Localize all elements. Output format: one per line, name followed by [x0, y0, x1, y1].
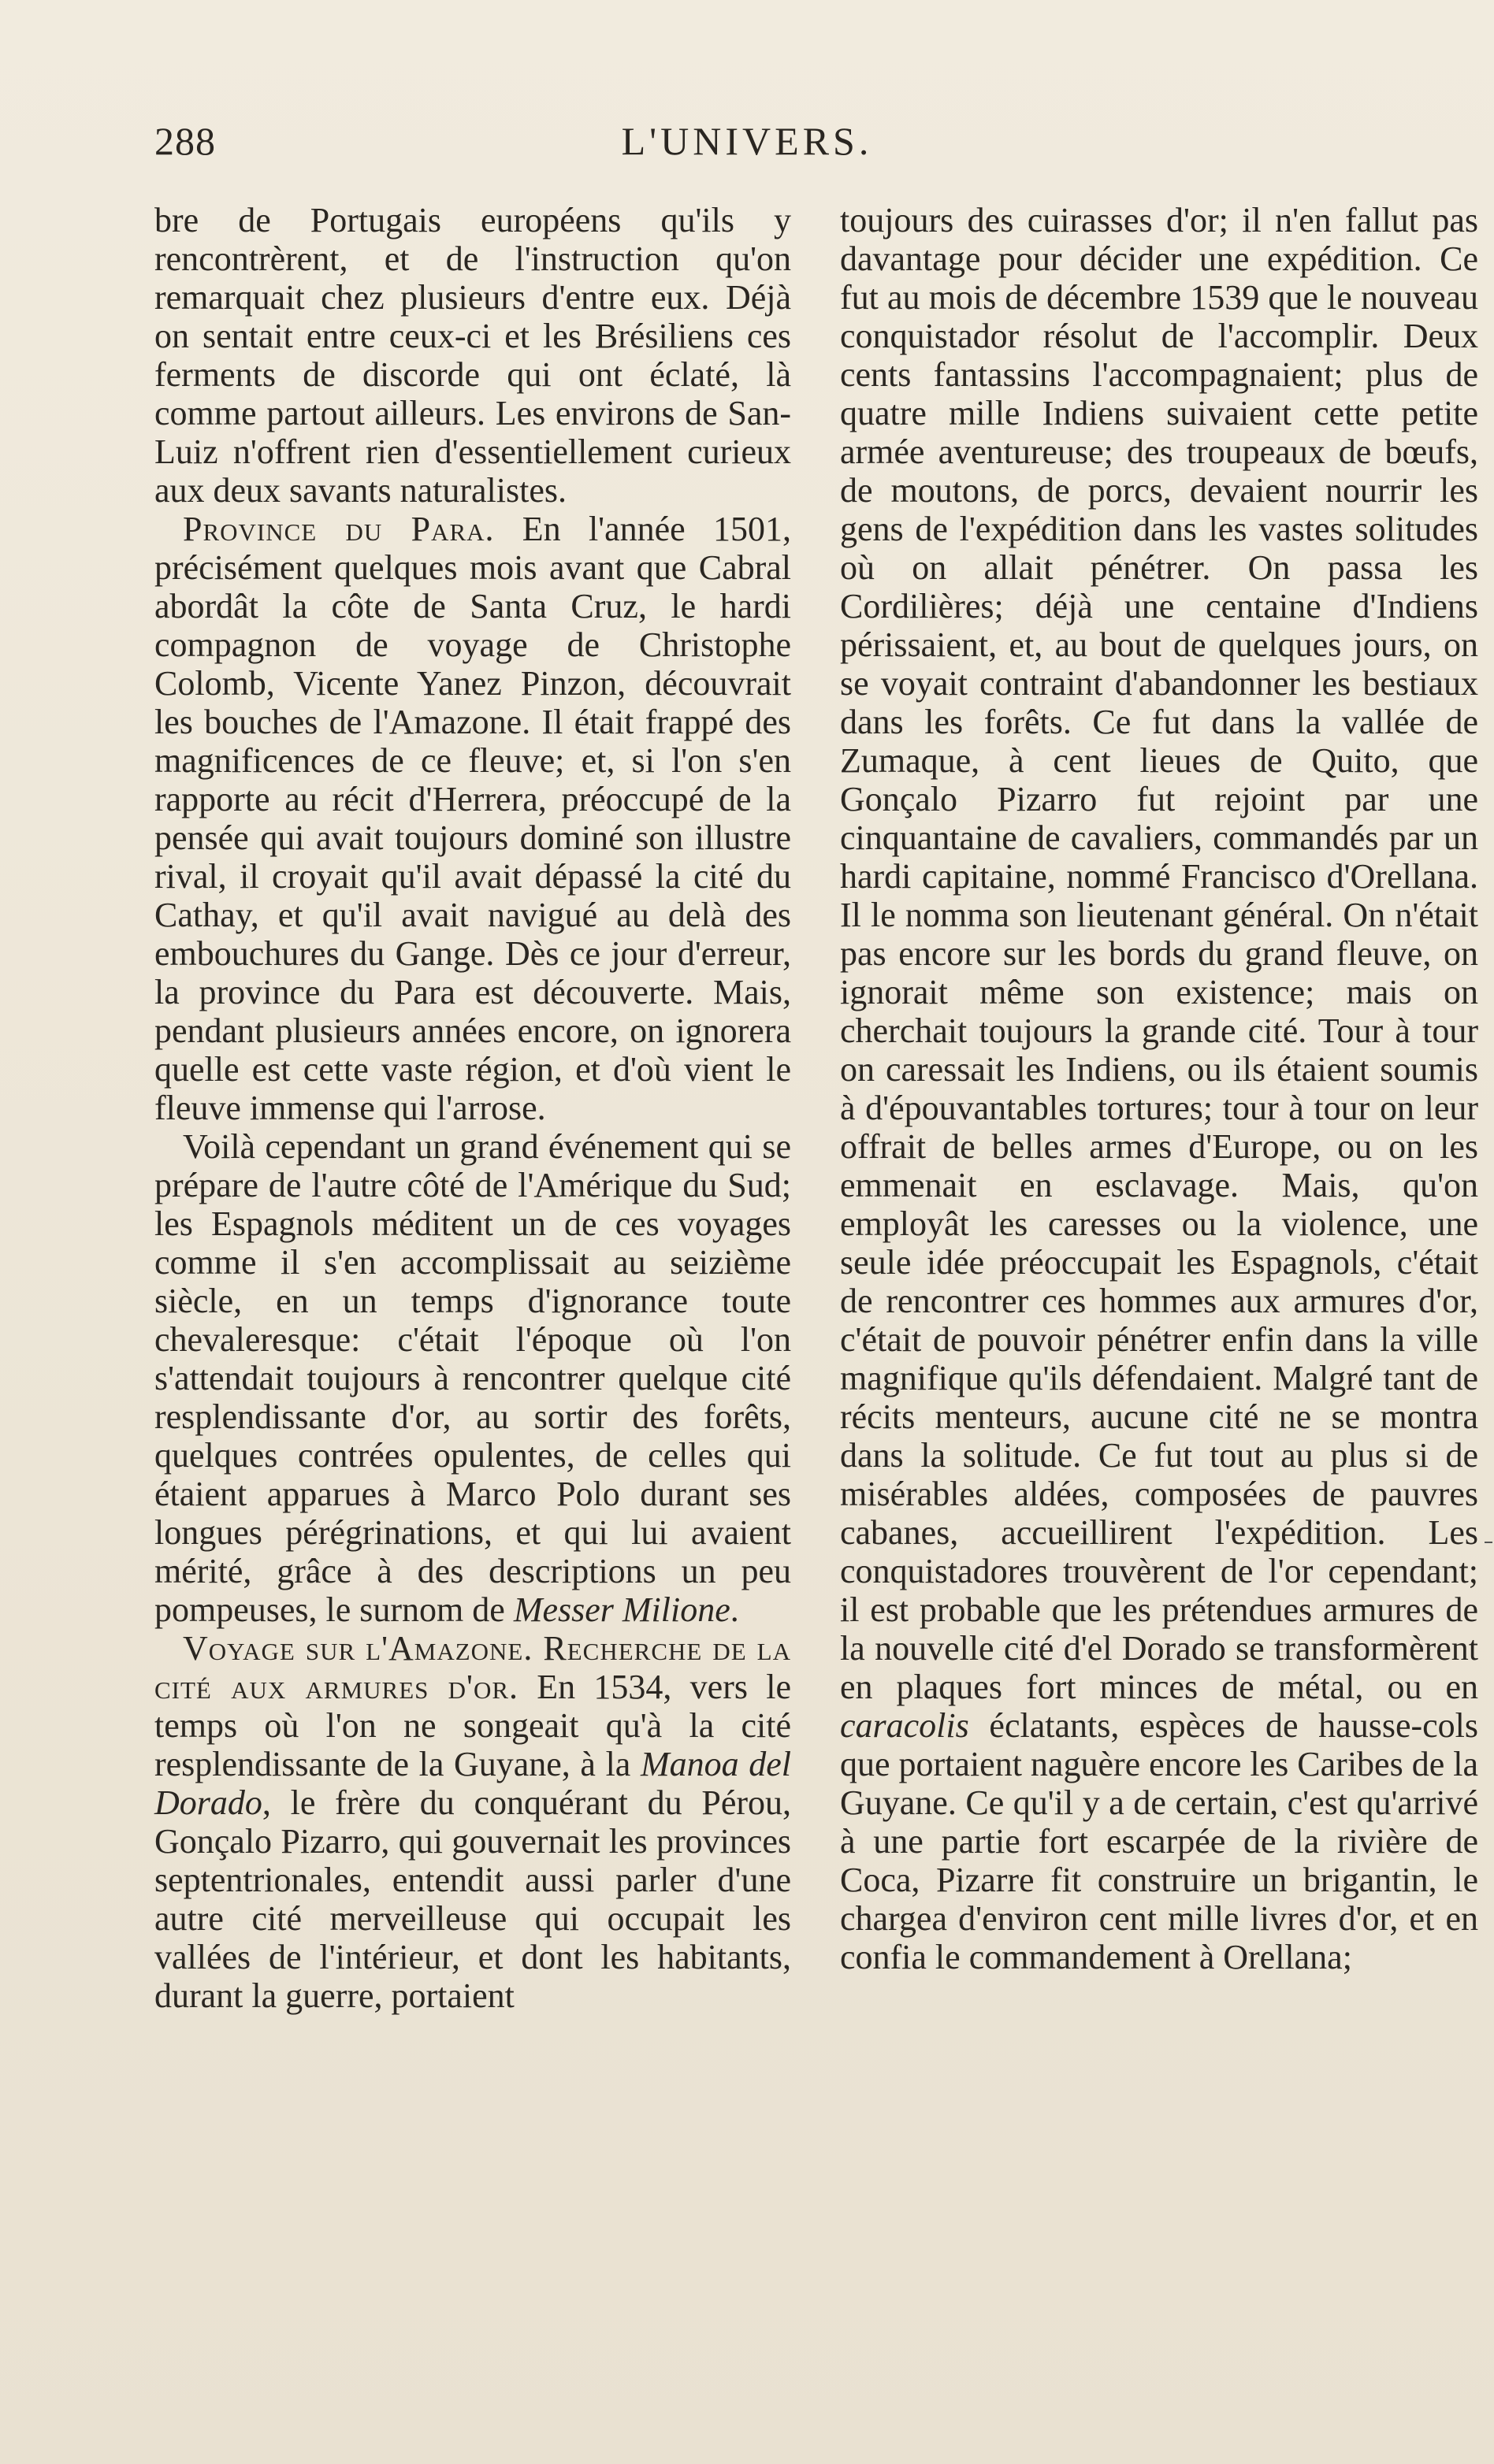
paragraph	[154, 1127, 791, 1629]
paragraph	[840, 201, 1478, 1976]
paragraph-text: En 1534, vers le temps où l'on ne songeait qu'à la cité resplendissante de la Guyane, à la	[154, 1668, 792, 1783]
paragraph-text: En l'année 1501, précisément quelques mois avant que Cabral abordât la côte de Santa Cruz, le hardi compagnon de voyage de Christophe Colomb, Vicente Yanez Pinzon, découvrait les bouches de l'Amazone. Il était frappé des magnificences de ce fleuve; et, si l'on s'en rapporte au récit d'Herrera, préoccupé de la pensée qui avait toujours dominé son illustre rival, il croyait qu'il avait dépassé la cité du Cathay, et qu'il avait navigué au delà des embouchures du Gange. Dès ce jour d'erreur, la province du Para est découverte. Mais, pendant plusieurs années encore, on ignorera quelle est cette vaste région, et d'où vient le fleuve immense qui l'arrose.	[154, 510, 791, 1127]
paragraph-text: , le frère du conquérant du Pérou, Gonçalo Pizarro, qui gouvernait les provinces septentrionales, entendit aussi parler d'une autre cité merveilleuse qui occupait les vallées de l'intérieur, et dont les habitants, durant la guerre, portaient	[154, 1783, 791, 2015]
section-heading: Province du Para.	[183, 510, 495, 548]
italic-text: Manoa del Dorado	[154, 1745, 791, 1822]
page-header	[0, 118, 1494, 173]
page-number: 288	[154, 119, 216, 163]
margin-mark	[1485, 1542, 1492, 1543]
italic-text: Messer Milione	[513, 1590, 730, 1629]
paragraph-text: bre de Portugais européens qu'ils y rencontrèrent, et de l'instruction qu'on remarquait chez plusieurs d'entre eux. Déjà on sentait entre ceux-ci et les Brésiliens ces ferments de discorde qui ont éclaté, là comme partout ailleurs. Les environs de San-Luiz n'offrent rien d'essentiellement curieux aux deux savants naturalistes.	[154, 201, 791, 510]
paragraph-text: toujours des cuirasses d'or; il n'en fallut pas davantage pour décider une expédition. Ce fut au mois de décembre 1539 que le nouveau conquistador résolut de l'accomplir. Deux cents fantassins l'accompagnaient; plus de quatre mille Indiens suivaient cette petite armée aventureuse; des troupeaux de bœufs, de moutons, de porcs, devaient nourrir les gens de l'expédition dans les vastes solitudes où on allait pénétrer. On passa les Cordilières; déjà une centaine d'Indiens périssaient, et, au bout de quelques jours, on se voyait contraint d'abandonner les bestiaux dans les forêts. Ce fut dans la vallée de Zumaque, à cent lieues de Quito, que Gonçalo Pizarro fut rejoint par une cinquantaine de cavaliers, commandés par un hardi capitaine, nommé Francisco d'Orellana. Il le nomma son lieutenant général. On n'était pas encore sur les bords du grand fleuve, on ignorait même son existence; mais on cherchait toujours la grande cité. Tour à tour on caressait les Indiens, ou ils étaient soumis à d'épouvantables tortures; tour à tour on leur offrait de belles armes d'Europe, ou on les emmenait en esclavage. Mais, qu'on employât les caresses ou la violence, une seule idée préoccupait les Espagnols, c'était de rencontrer ces hommes aux armures d'or, c'était de pouvoir pénétrer enfin dans la ville magnifique qu'ils défendaient. Malgré tant de récits menteurs, aucune cité ne se montra dans la solitude. Ce fut tout au plus si de misérables aldées, composées de pauvres cabanes, accueillirent l'expédition. Les conquistadores trouvèrent de l'or cependant; il est probable que les prétendues armures de la nouvelle cité d'el Dorado se transformèrent en plaques fort minces de métal, ou en	[840, 201, 1478, 1706]
paragraph	[154, 1629, 791, 2015]
paragraph	[154, 201, 791, 510]
right-column	[840, 201, 1478, 1976]
paragraph-text: .	[730, 1590, 739, 1629]
left-column	[154, 201, 791, 2015]
paragraph	[154, 510, 791, 1127]
italic-text: caracolis	[840, 1706, 969, 1745]
paragraph-text: Voilà cependant un grand événement qui se prépare de l'autre côté de l'Amérique du Sud; les Espagnols méditent un de ces voyages comme il s'en accomplissait au seizième siècle, en un temps d'ignorance toute chevaleresque: c'était l'époque où l'on s'attendait toujours à rencontrer quelque cité resplendissante d'or, au sortir des forêts, quelques contrées opulentes, de celles qui étaient apparues à Marco Polo durant ses longues pérégrinations, et qui lui avaient mérité, grâce à des descriptions un peu pompeuses, le surnom de	[154, 1127, 791, 1629]
section-heading: Voyage sur l'Amazone. Recherche de la cité aux armures d'or.	[154, 1629, 791, 1706]
paragraph-text: éclatants, espèces de hausse-cols que portaient naguère encore les Caribes de la Guyane. Ce qu'il y a de certain, c'est qu'arrivé à une partie fort escarpée de la rivière de Coca, Pizarre fit construire un brigantin, le chargea d'environ cent mille livres d'or, et en confia le commandement à Orellana;	[840, 1706, 1478, 1976]
running-title: L'UNIVERS.	[621, 119, 873, 163]
